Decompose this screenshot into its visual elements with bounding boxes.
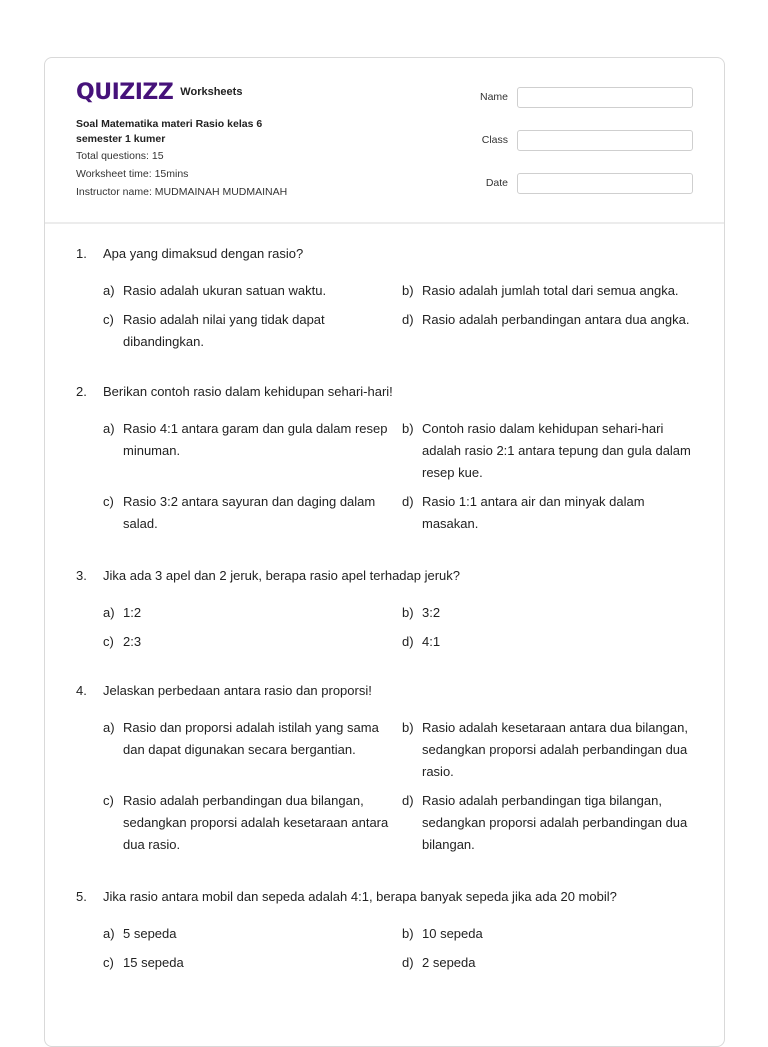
option-grid [103,280,697,353]
question-number: 5. [76,889,87,904]
option-letter: b) [402,926,414,941]
option-text: Rasio 4:1 antara garam dan gula dalam resep minuman. [123,421,388,458]
option-text: 3:2 [422,605,441,620]
worksheet-title: Soal Matematika materi Rasio kelas 6 semester 1 kumer [76,118,263,145]
question-text: Berikan contoh rasio dalam kehidupan sehari-hari! [103,384,393,399]
option-letter: d) [402,793,414,808]
name-field[interactable] [517,87,693,108]
option-letter: a) [103,421,115,436]
option-grid [103,418,697,535]
option-text: Rasio adalah jumlah total dari semua angka. [422,283,679,298]
option-a [103,280,402,302]
option-letter: c) [103,793,114,808]
option-text: Contoh rasio dalam kehidupan sehari-hari adalah rasio 2:1 antara tepung dan gula dalam resep kue. [422,421,691,480]
option-grid [103,602,697,653]
option-text: Rasio adalah perbandingan tiga bilangan, sedangkan proporsi adalah perbandingan dua bilangan. [422,793,688,852]
quizizz-logo: QUIZIZZ [76,80,174,105]
option-b [402,717,697,783]
question-text: Jelaskan perbedaan antara rasio dan proporsi! [103,683,372,698]
option-d [402,309,697,353]
option-letter: c) [103,634,114,649]
option-c [103,790,402,856]
option-text: 5 sepeda [123,926,177,941]
total-questions: Total questions: 15 [76,150,164,162]
option-letter: a) [103,283,115,298]
option-b [402,280,697,302]
question-5 [76,886,696,970]
option-letter: b) [402,605,414,620]
question-4 [76,680,696,852]
option-text: 4:1 [422,634,441,649]
option-grid [103,923,697,974]
option-text: 10 sepeda [422,926,483,941]
option-b [402,418,697,484]
option-letter: d) [402,634,414,649]
option-grid [103,717,697,856]
option-letter: d) [402,494,414,509]
class-label: Class [481,134,508,146]
option-d [402,952,697,974]
option-text: Rasio adalah kesetaraan antara dua bilangan, sedangkan proporsi adalah perbandingan dua rasio. [422,720,688,779]
instructor-name: Instructor name: MUDMAINAH MUDMAINAH [76,186,288,198]
option-d [402,790,697,856]
brand-subtitle: Worksheets [180,85,243,98]
option-text: Rasio dan proporsi adalah istilah yang sama dan dapat digunakan secara bergantian. [123,720,379,757]
option-b [402,602,697,624]
question-text: Jika ada 3 apel dan 2 jeruk, berapa rasio apel terhadap jeruk? [103,568,461,583]
option-letter: c) [103,494,114,509]
worksheet-time: Worksheet time: 15mins [76,168,189,180]
option-letter: a) [103,926,115,941]
question-2 [76,381,696,531]
option-text: Rasio 3:2 antara sayuran dan daging dalam salad. [123,494,376,531]
option-a [103,418,402,484]
question-number: 1. [76,246,87,261]
question-3 [76,565,696,649]
question-text: Jika rasio antara mobil dan sepeda adalah 4:1, berapa banyak sepeda jika ada 20 mobil? [103,889,617,904]
option-a [103,602,402,624]
option-letter: d) [402,955,414,970]
option-b [402,923,697,945]
question-number: 3. [76,568,87,583]
option-d [402,631,697,653]
option-text: 1:2 [123,605,142,620]
option-d [402,491,697,535]
worksheet-card [44,57,725,1047]
option-letter: c) [103,312,114,327]
option-letter: c) [103,955,114,970]
date-label: Date [485,177,508,189]
option-letter: a) [103,605,115,620]
question-number: 2. [76,384,87,399]
option-text: Rasio adalah nilai yang tidak dapat dibandingkan. [123,312,325,349]
date-field[interactable] [517,173,693,194]
option-c [103,631,402,653]
option-text: Rasio adalah perbandingan dua bilangan, sedangkan proporsi adalah kesetaraan antara dua rasio. [123,793,389,852]
option-a [103,923,402,945]
option-text: Rasio adalah perbandingan antara dua angka. [422,312,690,327]
option-text: Rasio 1:1 antara air dan minyak dalam masakan. [422,494,645,531]
worksheet-header [45,58,724,224]
question-text: Apa yang dimaksud dengan rasio? [103,246,304,261]
option-text: Rasio adalah ukuran satuan waktu. [123,283,327,298]
name-label: Name [479,91,508,103]
option-text: 2:3 [123,634,142,649]
option-c [103,952,402,974]
question-1 [76,243,696,349]
option-letter: a) [103,720,115,735]
option-text: 15 sepeda [123,955,184,970]
option-c [103,309,402,353]
option-a [103,717,402,783]
option-text: 2 sepeda [422,955,476,970]
option-letter: b) [402,720,414,735]
class-field[interactable] [517,130,693,151]
option-c [103,491,402,535]
question-number: 4. [76,683,87,698]
brand [76,80,242,105]
option-letter: b) [402,421,414,436]
option-letter: d) [402,312,414,327]
option-letter: b) [402,283,414,298]
